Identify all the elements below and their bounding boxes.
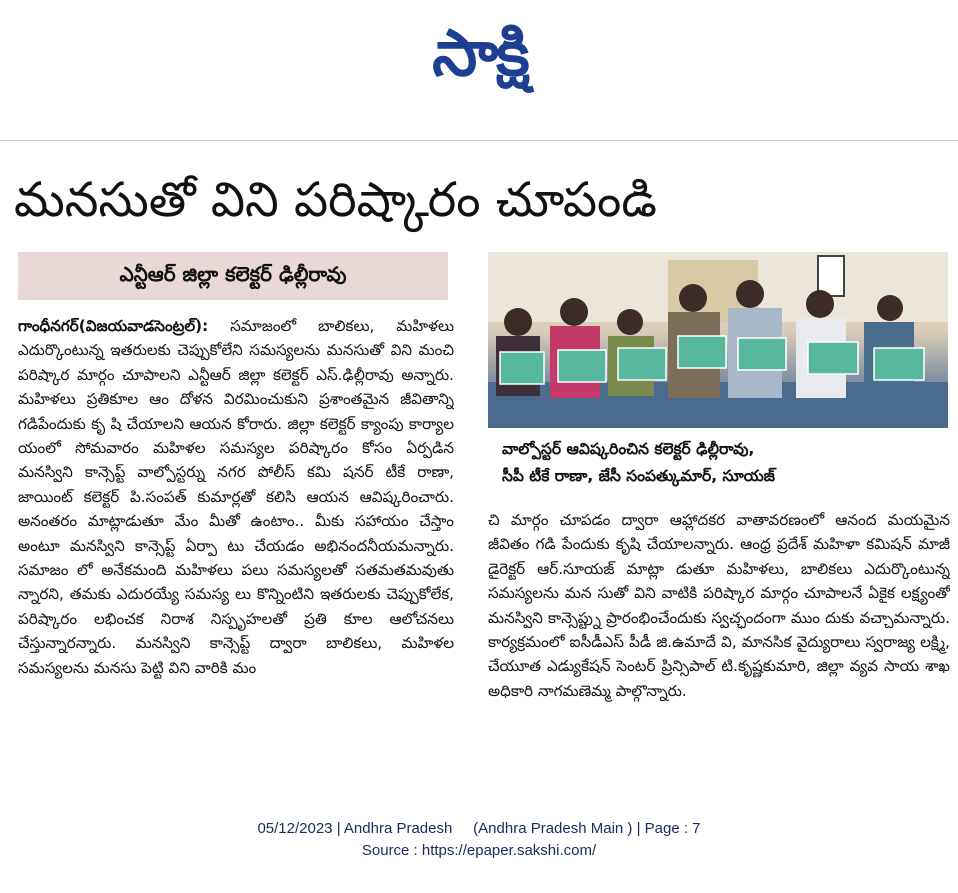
article-subhead: ఎన్టీఆర్ జిల్లా కలెక్టర్ ఢిల్లీరావు (119, 261, 347, 286)
sakshi-logo[interactable]: సాక్షి (432, 17, 528, 91)
photo-caption (502, 436, 942, 492)
photo-caption-line-1: వాల్పోస్టర్ ఆవిష్కరించిన కలెక్టర్ ఢిల్లీరావు, (502, 440, 755, 458)
footer-source-link[interactable]: Source : https://epaper.sakshi.com/ (361, 842, 597, 859)
footer-edition-info: 05/12/2023 | Andhra Pradesh (Andhra Pradesh Main ) | Page : 7 (257, 820, 701, 837)
article-photo (488, 252, 948, 428)
subhead-box (18, 252, 448, 300)
article-body-right: చి మార్గం చూపడం ద్వారా ఆహ్లాదకర వాతావరణంలో ఆనంద మయమైన జీవితం గడి పేందుకు కృషి చేయాలన్నారు. ఆంధ్ర ప్రదేశ్ మహిళా కమిషన్ మాజీ డైరెక్టర్ ఆర్.సూయజ్ మాట్లా డుతూ మహిళలు, బాలికలు ఎదుర్కొంటున్న సమస్యలను మన సుతో విని వాటికి పరిష్కార మార్గం చూపాలనే ఏకైక లక్ష్యంతో మనస్విని కాన్సెప్ట్ను ప్రారంభించేందుకు స్వచ్ఛందంగా ముం దుకు వచ్చామన్నారు. కార్యక్రమంలో ఐసీడీఎస్ పీడీ జి.ఉమాదే వి, మానసిక వైద్యురాలు స్వరాజ్య లక్ష్మి, చేయూత ఎడ్యుకేషన్ సెంటర్ ప్రిన్సిపాల్ టి.కృష్ణకుమారి, జిల్లా వ్యవ సాయ శాఖ అధికారి నాగమణెమ్మ పాల్గొన్నారు. (488, 511, 950, 700)
dateline: గాంధీనగర్(విజయవాడసెంట్రల్): (18, 317, 209, 335)
masthead (0, 0, 958, 110)
body-left-text: సమాజంలో బాలికలు, మహిళలు ఎదుర్కొంటున్న ఇతరులకు చెప్పుకోలేని సమస్యలను మనసుతో విని మంచి పరిష్కార మార్గం చూపాలని ఎన్టీఆర్ జిల్లా కలెక్టర్ ఎస్.ఢిల్లీరావు అన్నారు. మహిళలు ప్రతికూల ఆం దోళన విరమించుకుని ప్రశాంతమైన జీవితాన్ని గడిపేందుకు కృ షి చేయాలని ఆయన కోరారు. జిల్లా కలెక్టర్ క్యాంపు కార్యాల యంలో సోమవారం మహిళల సమస్యల పరిష్కారం కోసం ఏర్పడిన మనస్విని కాన్సెప్ట్ వాల్పోస్టర్ను నగర పోలీస్ కమి షనర్ టీకే రాణా, జాయింట్ కలెక్టర్ పి.సంపత్ కుమార్లతో కలిసి ఆయన ఆవిష్కరించారు. అనంతరం మాట్లాడుతూ మేం మీతో ఉంటాం.. మీకు సహాయం చేస్తాం అంటూ మనస్విని కాన్సెప్ట్ ఏర్పా టు చేయడం అభినందనీయమన్నారు. సమాజం లో అనేకమంది మహిళలు పలు సమస్యలతో సతమతమవుతు న్నారని, తమకు ఎదురయ్యే సమస్య లు కొన్నింటిని ఇతరులకు చెప్పుకోలేక, పరిష్కారం లభించక నిరాశ నిస్పృహలతో ప్రతి కూల ఆలోచనలు చేస్తున్నారన్నారు. మనస్విని కాన్సెప్ట్ ద్వారా బాలికలు, మహిళల సమస్యలను మనసు పెట్టి విని వారికి మం (18, 317, 454, 677)
photo-caption-line-2: సీపీ టీకే రాణా, జేసీ సంపత్కుమార్, సూయజ్ (502, 467, 776, 485)
page-footer (0, 818, 958, 862)
article-body-left (18, 314, 454, 784)
photo-illustration (488, 252, 948, 428)
masthead-divider (0, 140, 958, 141)
article-headline: మనసుతో విని పరిష్కారం చూపండి (14, 172, 657, 228)
